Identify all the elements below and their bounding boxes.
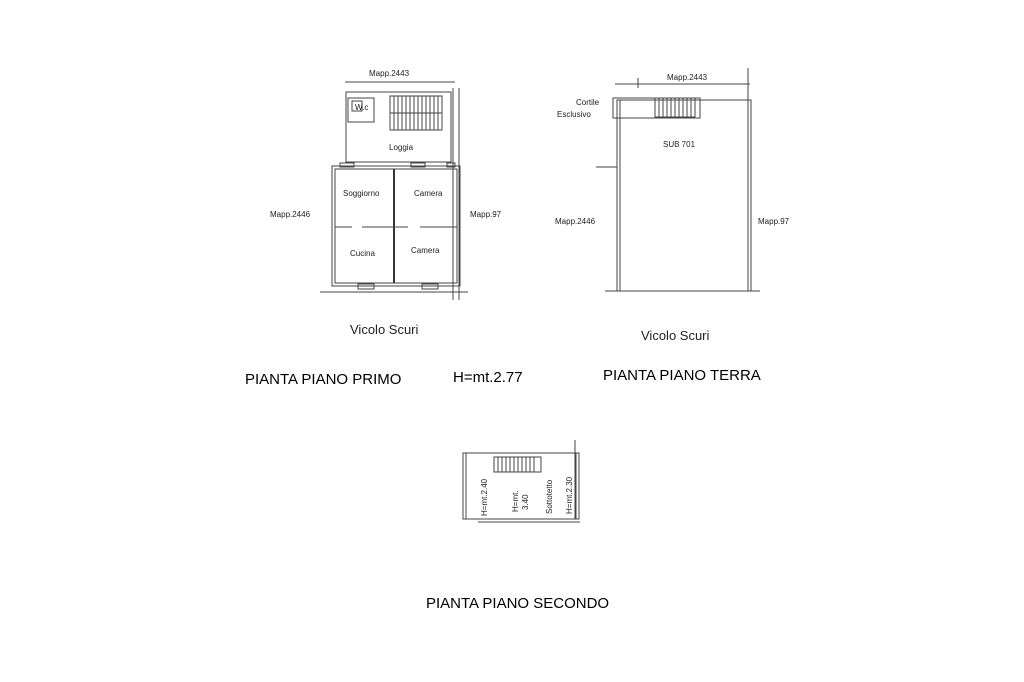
- street-label-primo: Vicolo Scuri: [350, 322, 419, 337]
- camera-label-2: Camera: [411, 246, 440, 255]
- height-left-label: H=mt.2.40: [480, 478, 489, 516]
- plan-secondo: [426, 440, 609, 612]
- sub-label: SUB 701: [663, 140, 696, 149]
- title-piano-secondo: PIANTA PIANO SECONDO: [426, 595, 610, 612]
- height-note-primo: H=mt.2.77: [453, 369, 523, 386]
- height-mid-label-a: H=mt.: [511, 490, 520, 512]
- soggiorno-label: Soggiorno: [343, 189, 380, 198]
- street-label-terra: Vicolo Scuri: [641, 328, 710, 343]
- wc-label: W.c: [355, 103, 369, 112]
- height-mid-label-b: 3.40: [521, 494, 530, 510]
- loggia-label: Loggia: [389, 143, 414, 152]
- title-piano-primo: PIANTA PIANO PRIMO: [245, 371, 402, 388]
- esclusivo-label: Esclusivo: [557, 110, 591, 119]
- mapp-top-label: Mapp.2443: [369, 69, 410, 78]
- mapp-right-label: Mapp.97: [470, 210, 502, 219]
- plan-terra: [555, 68, 790, 384]
- stairs-icon: [655, 98, 695, 117]
- cortile-label: Cortile: [576, 98, 600, 107]
- cucina-label: Cucina: [350, 249, 375, 258]
- stairs-icon: [494, 457, 541, 472]
- stairs-icon: [390, 96, 442, 130]
- mapp-left-label-terra: Mapp.2446: [555, 217, 596, 226]
- height-right-label: H=mt.2.30: [565, 476, 574, 514]
- sottotetto-label: Sottotetto: [545, 479, 554, 514]
- mapp-left-label: Mapp.2446: [270, 210, 311, 219]
- plan-primo: [245, 69, 523, 388]
- mapp-top-label-terra: Mapp.2443: [667, 73, 708, 82]
- mapp-right-label-terra: Mapp.97: [758, 217, 790, 226]
- title-piano-terra: PIANTA PIANO TERRA: [603, 367, 761, 384]
- camera-label-1: Camera: [414, 189, 443, 198]
